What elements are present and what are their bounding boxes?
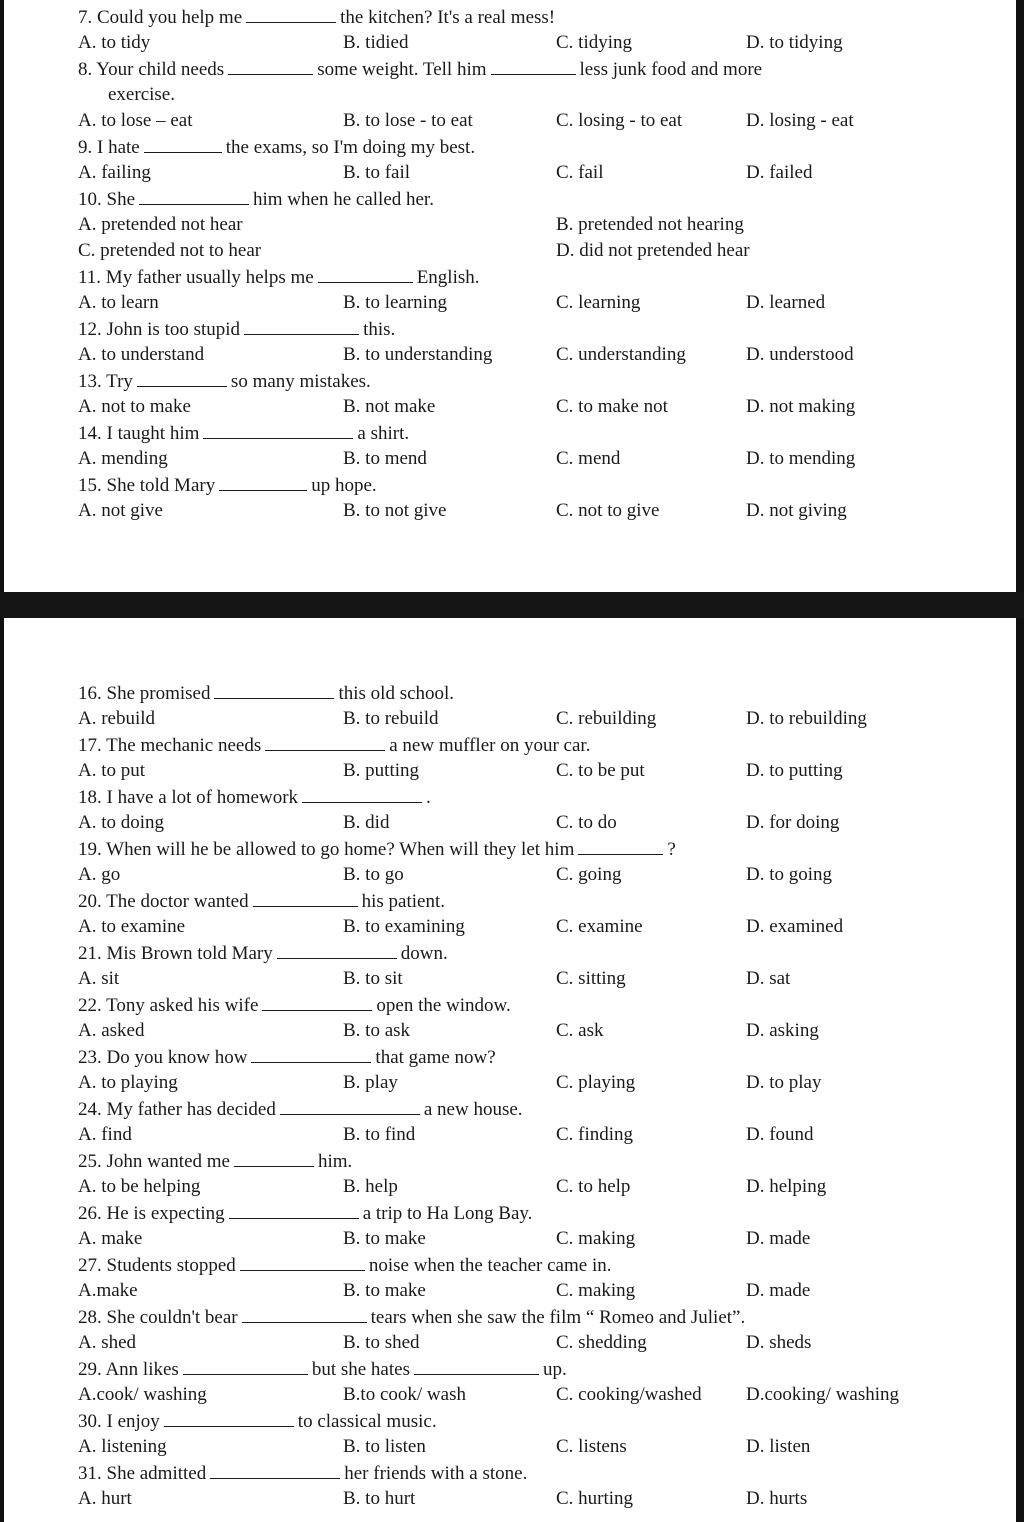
options-row [78,108,994,134]
option-c[interactable]: C. rebuilding [556,708,657,729]
option-a[interactable]: A. to be helping [78,1176,201,1197]
question-prefix: 18. I have a lot of homework [78,787,299,808]
option-b[interactable]: B. play [343,1072,398,1093]
option-b[interactable]: B. did [343,812,390,833]
answer-blank[interactable] [244,316,359,335]
answer-blank[interactable] [219,472,307,491]
option-a[interactable]: A. failing [78,162,151,183]
options-row [78,446,994,472]
option-a[interactable]: A. to learn [78,292,159,313]
option-c[interactable]: C. making [556,1228,636,1249]
question-stem [78,992,994,1018]
question-suffix-2: up. [542,1359,567,1380]
option-c[interactable]: C. hurting [556,1488,634,1509]
option-c[interactable]: C. to make not [556,396,668,417]
option-b[interactable]: B. to shed [343,1332,420,1353]
question-stem [78,56,994,82]
option-d[interactable]: D. learned [746,292,826,313]
options-row [78,1486,994,1512]
option-b[interactable]: B. to make [343,1280,426,1301]
question-prefix: 14. I taught him [78,423,200,444]
answer-blank[interactable] [578,836,663,855]
answer-blank[interactable] [137,368,227,387]
question-prefix: 8. Your child needs [78,59,225,80]
option-c[interactable]: C. shedding [556,1332,647,1353]
question-stem [78,888,994,914]
answer-blank[interactable] [262,992,372,1011]
option-a[interactable]: A. asked [78,1020,145,1041]
worksheet-page-2 [0,618,1024,1522]
question-stem [78,4,994,30]
option-a[interactable]: A.cook/ washing [78,1384,207,1405]
option-b[interactable]: B. help [343,1176,398,1197]
question-prefix: 7. Could you help me [78,7,243,28]
answer-blank[interactable] [280,1096,420,1115]
option-d[interactable]: D. to play [746,1072,822,1093]
options-row [78,1434,994,1460]
options-row [78,498,994,524]
option-d[interactable]: D. to going [746,864,833,885]
options-row [78,238,994,264]
option-d[interactable]: D. failed [746,162,813,183]
option-b[interactable]: B. to rebuild [343,708,439,729]
question-suffix: tears when she saw the film “ Romeo and Juliet”. [370,1307,746,1328]
option-a[interactable]: A. to tidy [78,32,151,53]
answer-blank[interactable] [229,1200,359,1219]
option-a[interactable]: A. sit [78,968,120,989]
page-divider [0,592,1024,618]
option-a[interactable]: A.make [78,1280,138,1301]
options-row [78,290,994,316]
options-row [78,1018,994,1044]
question-prefix: 16. She promised [78,683,211,704]
option-d[interactable]: D. helping [746,1176,827,1197]
option-b[interactable]: B.to cook/ wash [343,1384,466,1405]
options-row [78,1382,994,1408]
answer-blank[interactable] [144,134,222,153]
answer-blank[interactable] [253,888,358,907]
question-stem [78,1096,994,1122]
question-suffix: that game now? [375,1047,496,1068]
question-suffix: so many mistakes. [230,371,371,392]
option-c[interactable]: C. losing - to eat [556,110,683,131]
question-suffix-2: less junk food and more [579,59,763,80]
option-d[interactable]: D. hurts [746,1488,808,1509]
question-suffix: down. [400,943,448,964]
question-prefix: 27. Students stopped [78,1255,236,1276]
option-c[interactable]: C. not to give [556,500,660,521]
option-a[interactable]: A. not to make [78,396,191,417]
option-a[interactable]: A. to put [78,760,146,781]
option-c[interactable]: C. finding [556,1124,634,1145]
option-c[interactable]: C. going [556,864,622,885]
option-b[interactable]: B. tidied [343,32,409,53]
option-a[interactable]: A. to doing [78,812,165,833]
question-stem [78,1304,994,1330]
question-prefix: 23. Do you know how [78,1047,248,1068]
options-row [78,1330,994,1356]
question-stem [78,1148,994,1174]
answer-blank[interactable] [318,264,413,283]
question-prefix: 22. Tony asked his wife [78,995,259,1016]
option-b[interactable]: B. pretended not hearing [556,214,744,235]
question-suffix: a shirt. [357,423,410,444]
option-d[interactable]: D. made [746,1228,811,1249]
question-prefix: 28. She couldn't bear [78,1307,238,1328]
answer-blank[interactable] [491,56,576,75]
answer-blank[interactable] [183,1356,308,1375]
question-stem [78,264,994,290]
question-prefix: 24. My father has decided [78,1099,276,1120]
option-d[interactable]: D. understood [746,344,854,365]
option-d[interactable]: D. to tidying [746,32,843,53]
option-a[interactable]: A. listening [78,1436,167,1457]
question-prefix: 11. My father usually helps me [78,267,314,288]
question-suffix: the kitchen? It's a real mess! [340,7,556,28]
option-a[interactable]: A. pretended not hear [78,214,243,235]
question-stem [78,1200,994,1226]
option-d[interactable]: D. to mending [746,448,856,469]
question-suffix: English. [416,267,480,288]
option-c[interactable]: C. mend [556,448,621,469]
answer-blank[interactable] [246,4,336,23]
question-stem [78,784,994,810]
question-stem [78,680,994,706]
question-prefix: 25. John wanted me [78,1151,230,1172]
question-prefix: 19. When will he be allowed to go home? When will they let him [78,839,575,860]
options-row [78,862,994,888]
question-stem [78,1252,994,1278]
options-row [78,810,994,836]
option-c[interactable]: C. cooking/washed [556,1384,702,1405]
question-stem [78,316,994,342]
option-b[interactable]: B. to lose - to eat [343,110,473,131]
option-c[interactable]: C. tidying [556,32,633,53]
option-c[interactable]: C. learning [556,292,641,313]
options-row [78,1278,994,1304]
question-suffix: a new muffler on your car. [389,735,591,756]
options-row [78,914,994,940]
option-d[interactable]: D. to rebuilding [746,708,867,729]
option-b[interactable]: B. to fail [343,162,411,183]
options-row [78,758,994,784]
question-stem [78,940,994,966]
question-prefix: 13. Try [78,371,133,392]
option-d[interactable]: D. did not pretended hear [556,240,750,261]
option-c[interactable]: C. pretended not to hear [78,240,262,261]
question-prefix: 17. The mechanic needs [78,735,262,756]
options-row [78,1174,994,1200]
question-stem [78,134,994,160]
answer-blank[interactable] [139,186,249,205]
question-suffix: noise when the teacher came in. [368,1255,612,1276]
question-suffix: this. [363,319,396,340]
answer-blank[interactable] [265,732,385,751]
question-stem [78,836,994,862]
option-d[interactable]: D. examined [746,916,844,937]
option-d[interactable]: D. not giving [746,500,847,521]
question-suffix: a trip to Ha Long Bay. [362,1203,533,1224]
option-b[interactable]: B. to not give [343,500,447,521]
question-stem [78,420,994,446]
answer-blank[interactable] [214,680,334,699]
answer-blank[interactable] [210,1460,340,1479]
answer-blank[interactable] [251,1044,371,1063]
question-suffix: this old school. [338,683,455,704]
question-suffix: but she hates [311,1359,410,1380]
option-a[interactable]: A. not give [78,500,163,521]
option-a[interactable]: A. to playing [78,1072,178,1093]
option-c[interactable]: C. examine [556,916,643,937]
options-row [78,212,994,238]
worksheet-page-1 [0,0,1024,592]
option-b[interactable]: B. to find [343,1124,416,1145]
options-row [78,1226,994,1252]
option-b[interactable]: B. to go [343,864,404,885]
option-a[interactable]: A. find [78,1124,132,1145]
option-c[interactable]: C. listens [556,1436,627,1457]
options-row [78,1122,994,1148]
option-b[interactable]: B. to ask [343,1020,411,1041]
question-prefix: 31. She admitted [78,1463,207,1484]
option-a[interactable]: A. to lose – eat [78,110,193,131]
question-prefix: 20. The doctor wanted [78,891,249,912]
question-suffix: ? [667,839,676,860]
question-prefix: 9. I hate [78,137,140,158]
question-stem [78,732,994,758]
question-stem [78,1044,994,1070]
option-b[interactable]: B. to hurt [343,1488,416,1509]
option-b[interactable]: B. to understanding [343,344,493,365]
option-c[interactable]: C. to do [556,812,617,833]
option-d[interactable]: D. losing - eat [746,110,854,131]
option-d[interactable]: D. made [746,1280,811,1301]
answer-blank[interactable] [228,56,313,75]
question-suffix: to classical music. [297,1411,437,1432]
options-row [78,342,994,368]
option-c[interactable]: C. fail [556,162,604,183]
option-a[interactable]: A. rebuild [78,708,156,729]
answer-blank[interactable] [277,940,397,959]
question-suffix: his patient. [361,891,445,912]
options-row [78,966,994,992]
option-c[interactable]: C. ask [556,1020,604,1041]
option-d[interactable]: D. asking [746,1020,819,1041]
option-a[interactable]: A. mending [78,448,168,469]
answer-blank[interactable] [302,784,422,803]
question-suffix: a new house. [423,1099,523,1120]
option-b[interactable]: B. to learning [343,292,447,313]
option-d[interactable]: D. listen [746,1436,811,1457]
option-d[interactable]: D. sat [746,968,791,989]
question-prefix: 12. John is too stupid [78,319,241,340]
question-stem [78,472,994,498]
option-d[interactable]: D. to putting [746,760,843,781]
option-b[interactable]: B. to make [343,1228,426,1249]
options-row [78,706,994,732]
question-continuation: exercise. [108,84,175,105]
question-suffix: . [426,787,431,808]
question-stem [78,368,994,394]
question-suffix: him when he called her. [253,189,434,210]
option-a[interactable]: A. to understand [78,344,205,365]
answer-blank[interactable] [414,1356,539,1375]
option-d[interactable]: D. not making [746,396,856,417]
option-c[interactable]: C. to help [556,1176,631,1197]
answer-blank[interactable] [240,1252,365,1271]
answer-blank[interactable] [242,1304,367,1323]
option-c[interactable]: C. making [556,1280,636,1301]
question-stem [78,1408,994,1434]
options-row [78,394,994,420]
option-c[interactable]: C. to be put [556,760,645,781]
option-a[interactable]: A. hurt [78,1488,132,1509]
question-stem [78,186,994,212]
options-row [78,30,994,56]
option-c[interactable]: C. sitting [556,968,626,989]
question-suffix: open the window. [376,995,511,1016]
question-prefix: 30. I enjoy [78,1411,160,1432]
option-d[interactable]: D. for doing [746,812,840,833]
option-d[interactable]: D.cooking/ washing [746,1384,900,1405]
option-b[interactable]: B. to examining [343,916,465,937]
question-stem [78,1356,994,1382]
question-suffix: her friends with a stone. [344,1463,528,1484]
option-d[interactable]: D. sheds [746,1332,812,1353]
option-b[interactable]: B. putting [343,760,420,781]
option-b[interactable]: B. to mend [343,448,427,469]
options-row [78,160,994,186]
option-a[interactable]: A. go [78,864,121,885]
answer-blank[interactable] [203,420,353,439]
question-prefix: 10. She [78,189,135,210]
options-row [78,1070,994,1096]
option-b[interactable]: B. to listen [343,1436,426,1457]
question-list-page-2 [78,680,994,1512]
option-c[interactable]: C. understanding [556,344,686,365]
option-a[interactable]: A. to examine [78,916,186,937]
question-prefix: 15. She told Mary [78,475,216,496]
question-suffix: the exams, so I'm doing my best. [225,137,476,158]
option-c[interactable]: C. playing [556,1072,636,1093]
question-list-page-1 [78,4,994,524]
question-suffix: him. [317,1151,353,1172]
question-stem [78,1460,994,1486]
question-prefix: 26. He is expecting [78,1203,225,1224]
option-b[interactable]: B. to sit [343,968,403,989]
option-a[interactable]: A. shed [78,1332,137,1353]
option-d[interactable]: D. found [746,1124,814,1145]
question-prefix: 29. Ann likes [78,1359,179,1380]
question-suffix: up hope. [311,475,377,496]
option-a[interactable]: A. make [78,1228,143,1249]
answer-blank[interactable] [164,1408,294,1427]
answer-blank[interactable] [234,1148,314,1167]
question-prefix: 21. Mis Brown told Mary [78,943,273,964]
option-b[interactable]: B. not make [343,396,436,417]
question-suffix: some weight. Tell him [317,59,487,80]
